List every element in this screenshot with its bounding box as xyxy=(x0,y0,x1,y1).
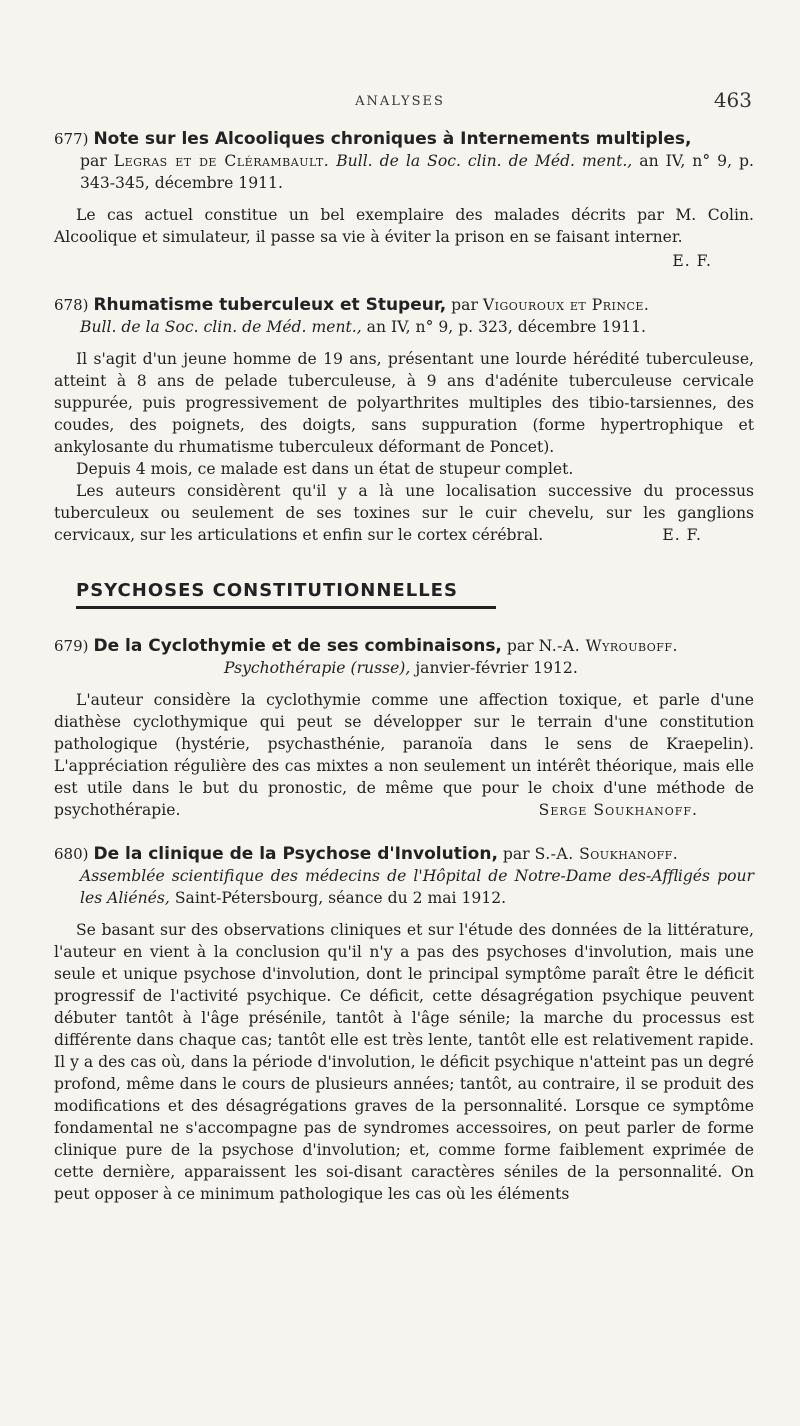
entry-reference xyxy=(54,865,754,909)
entry-details: Saint-Pétersbourg, séance du 2 mai 1912. xyxy=(174,889,507,907)
entry-reference xyxy=(54,150,754,194)
entry-reference xyxy=(54,657,754,679)
ref-prefix: par xyxy=(80,152,114,170)
running-head: ANALYSES xyxy=(355,94,445,109)
entry-title: Rhumatisme tuberculeux et Stupeur, xyxy=(93,295,447,315)
entry-heading xyxy=(54,128,754,150)
entry-authors: Legras et de Clérambault. xyxy=(113,152,330,170)
entry-paragraph: Le cas actuel constitue un bel exemplaire des malades décrits par M. Colin. Alcoolique et simulateur, il passe sa vie à éviter la prison en se faisant interner. xyxy=(54,206,754,246)
paragraph-text: L'auteur considère la cyclothymie comme une affection toxique, et parle d'une diathèse cyclothymique qui peut se développer sur le terrain d'une constitution pathologique (hystérie, psychasthénie, paranoïa dans le sens de Kraepelin). L'appréciation régulière des cas mixtes a non seulement un intérêt théorique, mais elle est utile dans le but du pronostic, de même que pour le choix d'une méthode de psychothérapie. xyxy=(54,691,754,819)
page-number: 463 xyxy=(713,88,752,112)
entry-heading xyxy=(54,843,754,865)
entry-details: janvier-février 1912. xyxy=(415,659,578,677)
entry-number: 679) xyxy=(54,637,89,655)
paragraph-text: Les auteurs considèrent qu'il y a là une localisation successive du processus tuberculeux ou seulement de ses toxines sur le cuir chevelu, sur les ganglions cervicaux, sur les articulations et enfin sur le cortex cérébral. xyxy=(54,482,754,544)
entry-authors: Vigouroux et Prince. xyxy=(482,296,650,314)
entry-heading xyxy=(54,294,754,316)
entry-paragraph: Se basant sur des observations cliniques et sur l'étude des données de la littérature, l'auteur en vient à la conclusion qu'il n'y a pas des psychoses d'involution, mais une seule et unique psychose d'involution, dont le principal symptôme paraît être le déficit progressif de l'activité psychique. Ce déficit, cette désagrégation psychique peuvent débuter tantôt à l'âge présénile, tantôt à l'âge sénile; la marche du processus est différente dans chaque cas; tantôt elle est très lente, tantôt elle est relativement rapide. Il y a des cas où, dans la période d'involution, le déficit psychique n'atteint pas un degré profond, même dans le cours de plusieurs années; tantôt, au contraire, il se produit des modifications et des désagrégations graves de la personnalité. Lorsque ce symptôme fondamental ne s'accompagne pas de syndromes accessoires, on peut parler de forme clinique pure de la psychose d'involution; et, comme forme faiblement exprimée de cette dernière, apparaissent les soi-disant caractères séniles de la personnalité. On peut opposer à ce minimum pathologique les cas où les éléments xyxy=(54,921,754,1203)
entry-signature: E. F. xyxy=(672,252,712,270)
entry-paragraph: Depuis 4 mois, ce malade est dans un état de stupeur complet. xyxy=(76,460,574,478)
entry-number: 678) xyxy=(54,296,89,314)
section-heading: PSYCHOSES CONSTITUTIONNELLES xyxy=(76,580,496,609)
abstract-entry-679 xyxy=(54,635,754,821)
entry-title: De la Cyclothymie et de ses combinaisons, xyxy=(93,636,502,656)
entry-signature: Serge Soukhanoff. xyxy=(538,801,698,819)
abstract-entry-678 xyxy=(54,294,754,546)
entry-paragraph: Il s'agit d'un jeune homme de 19 ans, présentant une lourde hérédité tuberculeuse, atteint à 8 ans de pelade tuberculeuse, à 9 ans d'adénite tuberculeuse cervicale suppurée, puis progressivement de polyarthrites multiples des tibio-tarsiennes, des coudes, des poignets, des doigts, sans suppuration (forme hypertrophique et ankylosante du rhumatisme tuberculeux déformant de Poncet). xyxy=(54,350,754,456)
entry-journal: Bull. de la Soc. clin. de Méd. ment., xyxy=(336,152,633,170)
entry-details: an IV, n° 9, p. 343-345, décembre 1911. xyxy=(80,152,754,192)
page-content xyxy=(54,128,754,1227)
entry-journal: Psychothérapie (russe), xyxy=(224,659,411,677)
entry-title: Note sur les Alcooliques chroniques à Internements multiples, xyxy=(93,129,692,149)
entry-journal: Assemblée scientifique des médecins de l'Hôpital de Notre-Dame des-Affligés pour les Aliénés, xyxy=(80,867,754,907)
entry-paragraph xyxy=(54,689,754,821)
entry-authors: S.-A. Soukhanoff. xyxy=(534,845,679,863)
abstract-entry-680 xyxy=(54,843,754,1205)
entry-heading xyxy=(54,635,754,657)
entry-title: De la clinique de la Psychose d'Involution, xyxy=(93,844,498,864)
ref-prefix: par xyxy=(501,637,539,655)
entry-number: 680) xyxy=(54,845,89,863)
entry-reference xyxy=(54,316,754,338)
entry-authors: N.-A. Wyrouboff. xyxy=(538,637,678,655)
entry-signature: E. F. xyxy=(662,526,702,544)
entry-paragraph xyxy=(54,480,754,546)
entry-details: an IV, n° 9, p. 323, décembre 1911. xyxy=(366,318,646,336)
ref-prefix: par xyxy=(446,296,483,314)
abstract-entry-677 xyxy=(54,128,754,272)
ref-prefix: par xyxy=(497,845,535,863)
entry-journal: Bull. de la Soc. clin. de Méd. ment., xyxy=(80,318,362,336)
entry-number: 677) xyxy=(54,130,89,148)
